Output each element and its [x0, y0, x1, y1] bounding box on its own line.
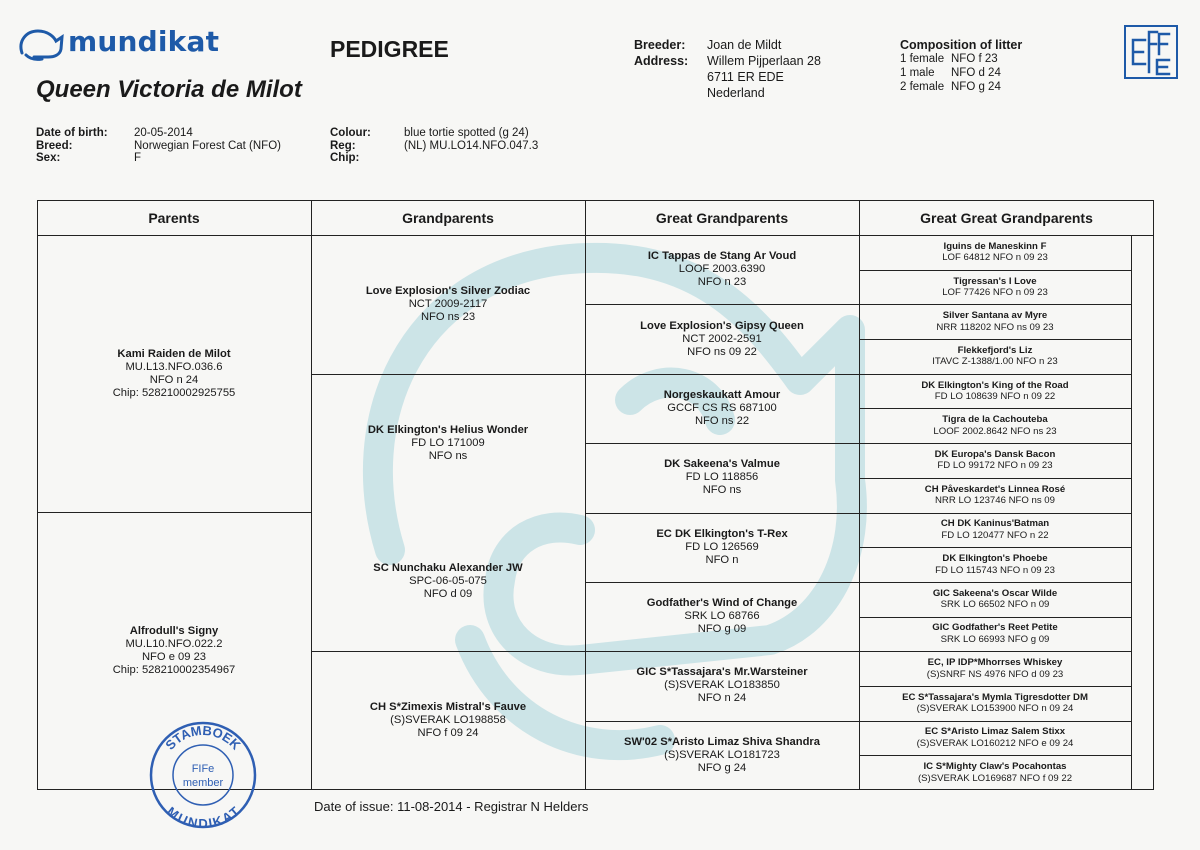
great-grandparent-info: (S)SVERAK LO181723 — [664, 748, 780, 761]
stamboek-stamp-icon — [148, 720, 258, 830]
great-grandparent-cell — [585, 651, 859, 720]
issue-date: Date of issue: 11-08-2014 - Registrar N Helders — [314, 799, 589, 814]
grandparent-name: SC Nunchaku Alexander JW — [373, 562, 523, 574]
great-great-grandparent-cell — [859, 617, 1131, 652]
parent-info: MU.L10.NFO.022.2 — [125, 638, 223, 650]
address-line: Willem Pijperlaan 28 — [707, 54, 821, 68]
great-great-grandparent-info: (S)SVERAK LO160212 NFO e 09 24 — [916, 737, 1074, 749]
grandparent-name: CH S*Zimexis Mistral's Fauve — [369, 701, 527, 713]
stamp-top-text: STAMBOEK — [162, 722, 244, 753]
great-grandparent-name: SW'02 S*Aristo Limaz Shiva Shandra — [623, 735, 820, 748]
great-great-grandparent-info: FD LO 108639 NFO n 09 22 — [934, 391, 1056, 403]
great-grandparent-info: NFO ns — [702, 484, 742, 497]
parent-info: Chip: 528210002925755 — [112, 386, 236, 399]
svg-text:MUNDIKAT — [164, 804, 242, 830]
great-great-grandparent-info: ITAVC Z-1388/1.00 NFO n 23 — [932, 356, 1058, 368]
great-grandparent-info: SRK LO 68766 — [684, 610, 760, 623]
cat-name: Queen Victoria de Milot — [36, 76, 302, 103]
address-line: Nederland — [707, 86, 765, 100]
great-great-grandparent-name: DK Elkington's King of the Road — [921, 379, 1069, 391]
great-grandparent-info: NFO g 09 — [697, 623, 747, 636]
great-grandparent-info: GCCF CS RS 687100 — [667, 401, 777, 414]
dob-value: 20-05-2014 — [134, 127, 193, 139]
great-great-grandparent-cell — [859, 235, 1131, 270]
parent-info: Chip: 528210002354967 — [112, 664, 236, 676]
stamp-bottom-text: MUNDIKAT — [163, 803, 243, 830]
great-great-grandparent-name: Flekkefjord's Liz — [957, 344, 1033, 356]
grandparent-info: NFO ns 23 — [420, 311, 476, 323]
address-label: Address: — [634, 54, 689, 68]
mundikat-logo — [14, 25, 224, 65]
great-great-grandparent-info: FD LO 99172 NFO n 09 23 — [937, 460, 1053, 472]
litter-row — [900, 80, 1022, 94]
great-great-grandparent-cell — [859, 755, 1131, 790]
great-grandparent-name: IC Tappas de Stang Ar Voud — [647, 250, 797, 263]
colour-value: blue tortie spotted (g 24) — [404, 127, 529, 139]
litter-count: 2 female — [900, 81, 945, 93]
great-great-grandparent-cell — [859, 339, 1131, 374]
svg-text:STAMBOEK — [162, 723, 244, 753]
header-great-grandparents: Great Grandparents — [655, 209, 789, 226]
brand-name: mundikat — [68, 25, 220, 58]
parent-name: Alfrodull's Signy — [129, 625, 219, 637]
great-grandparent-cell — [585, 235, 859, 304]
reg-value: (NL) MU.LO14.NFO.047.3 — [404, 139, 539, 152]
grandparent-name: Love Explosion's Silver Zodiac — [365, 285, 531, 297]
great-great-grandparent-name: EC S*Aristo Limaz Salem Stixx — [924, 726, 1066, 738]
breeder-label: Breeder: — [634, 38, 686, 52]
litter-count: 1 male — [900, 67, 935, 79]
great-great-grandparent-cell — [859, 408, 1131, 443]
great-great-grandparent-info: LOF 77426 NFO n 09 23 — [942, 287, 1048, 299]
parent-info: MU.L13.NFO.036.6 — [125, 360, 223, 373]
grandparent-cell — [311, 235, 585, 374]
great-grandparent-info: FD LO 126569 — [685, 540, 759, 553]
grandparent-info: NFO ns — [428, 449, 468, 462]
great-great-grandparent-name: EC S*Tassajara's Mymla Tigresdotter DM — [902, 691, 1088, 703]
great-grandparent-info: NFO g 24 — [697, 761, 747, 774]
great-great-grandparent-cell — [859, 374, 1131, 409]
litter-row — [900, 66, 1022, 80]
great-great-grandparent-cell — [859, 443, 1131, 478]
great-great-grandparent-name: CH DK Kaninus'Batman — [940, 518, 1050, 530]
great-grandparent-cell — [585, 721, 859, 790]
great-grandparent-name: EC DK Elkington's T-Rex — [656, 527, 788, 540]
great-grandparent-info: NFO n 23 — [697, 276, 747, 289]
great-great-grandparent-name: GIC Godfather's Reet Petite — [932, 622, 1058, 634]
litter-code: NFO g 24 — [951, 81, 1001, 93]
great-great-grandparent-name: DK Europa's Dansk Bacon — [934, 448, 1056, 460]
great-great-grandparent-info: NRR 118202 NFO ns 09 23 — [936, 321, 1054, 333]
great-grandparent-cell — [585, 443, 859, 512]
litter-title: Composition of litter — [900, 38, 1023, 52]
sex-value: F — [134, 152, 142, 164]
birth-details — [36, 127, 336, 165]
great-great-grandparent-cell — [859, 582, 1131, 617]
header-grandparents: Grandparents — [402, 209, 494, 226]
address-line: 6711 ER EDE — [707, 70, 784, 84]
great-great-grandparent-name: GIC Sakeena's Oscar Wilde — [932, 587, 1058, 599]
grandparent-info: NFO d 09 — [423, 588, 473, 600]
breed-label: Breed: — [36, 139, 73, 152]
great-grandparent-name: Love Explosion's Gipsy Queen — [640, 319, 804, 332]
great-great-grandparent-name: Silver Santana av Myre — [942, 310, 1048, 322]
great-great-grandparent-name: Tigra de la Cachouteba — [942, 414, 1048, 426]
document-title: PEDIGREE — [330, 36, 449, 62]
breeder-name: Joan de Mildt — [707, 38, 782, 52]
great-great-grandparent-cell — [859, 513, 1131, 548]
column-divider — [1131, 235, 1132, 790]
grandparent-info: NFO f 09 24 — [417, 727, 479, 739]
parent-name: Kami Raiden de Milot — [117, 347, 231, 360]
litter-composition — [900, 38, 1022, 94]
stamp-center-text: member — [182, 777, 224, 789]
great-great-grandparent-name: CH Påveskardet's Linnea Rosé — [924, 483, 1066, 495]
great-great-grandparent-info: (S)SNRF NS 4976 NFO d 09 23 — [926, 668, 1064, 680]
grandparent-info: FD LO 171009 — [411, 436, 485, 449]
litter-code: NFO f 23 — [951, 53, 998, 65]
great-great-grandparent-cell — [859, 651, 1131, 686]
great-grandparent-name: Godfather's Wind of Change — [646, 597, 798, 610]
header-great-great-grandparents: Great Great Grandparents — [920, 209, 1093, 226]
parent-sire — [37, 235, 311, 512]
grandparent-info: NCT 2009-2117 — [408, 298, 488, 310]
great-grandparent-name: GIC S*Tassajara's Mr.Warsteiner — [636, 666, 808, 679]
great-grandparent-info: NFO ns 22 — [694, 414, 750, 427]
great-grandparent-info: (S)SVERAK LO183850 — [664, 679, 780, 692]
litter-code: NFO d 24 — [951, 67, 1001, 79]
cat-logo-icon — [16, 27, 66, 63]
great-grandparent-cell — [585, 582, 859, 651]
reg-label: Reg: — [330, 139, 356, 152]
great-grandparent-info: NCT 2002-2591 — [682, 332, 762, 345]
great-great-grandparent-name: Tigressan's I Love — [953, 275, 1037, 287]
grandparent-cell — [311, 651, 585, 790]
grandparent-cell — [311, 512, 585, 651]
grandparent-info: (S)SVERAK LO198858 — [390, 714, 506, 726]
stamp-center-text: FIFe — [191, 763, 215, 775]
great-great-grandparent-info: FD LO 115743 NFO n 09 23 — [935, 564, 1055, 576]
great-great-grandparent-name: IC S*Mighty Claw's Pocahontas — [923, 761, 1067, 773]
great-grandparent-info: NFO n 24 — [697, 692, 747, 705]
grandparent-info: SPC-06-05-075 — [409, 575, 487, 587]
great-great-grandparent-cell — [859, 686, 1131, 721]
registration-details — [330, 127, 630, 165]
great-grandparent-info: NFO ns 09 22 — [687, 345, 757, 358]
great-grandparent-info: NFO n — [705, 553, 739, 566]
great-grandparent-cell — [585, 374, 859, 443]
breed-value: Norwegian Forest Cat (NFO) — [134, 139, 281, 152]
great-grandparent-info: LOOF 2003.6390 — [678, 263, 766, 276]
header-parents: Parents — [148, 209, 200, 226]
grandparent-cell — [311, 374, 585, 512]
great-great-grandparent-name: EC, IP IDP*Mhorrses Whiskey — [927, 657, 1063, 669]
colour-label: Colour: — [330, 127, 371, 139]
chip-label: Chip: — [330, 152, 360, 164]
great-great-grandparent-cell — [859, 304, 1131, 339]
great-great-grandparent-info: (S)SVERAK LO169687 NFO f 09 22 — [917, 772, 1073, 784]
great-great-grandparent-info: LOF 64812 NFO n 09 23 — [942, 252, 1048, 264]
great-great-grandparent-cell — [859, 721, 1131, 756]
great-great-grandparent-name: DK Elkington's Phoebe — [942, 553, 1048, 565]
great-great-grandparent-info: (S)SVERAK LO153900 NFO n 09 24 — [916, 703, 1074, 715]
great-great-grandparent-cell — [859, 478, 1131, 513]
great-great-grandparent-cell — [859, 547, 1131, 582]
great-grandparent-name: DK Sakeena's Valmue — [664, 458, 780, 471]
dob-label: Date of birth: — [36, 127, 108, 139]
great-great-grandparent-info: FD LO 120477 NFO n 22 — [941, 529, 1049, 541]
grandparent-name: DK Elkington's Helius Wonder — [367, 423, 529, 436]
fife-logo-icon — [1123, 24, 1179, 80]
parent-info: NFO e 09 23 — [141, 651, 207, 663]
great-great-grandparent-name: Iguins de Maneskinn F — [943, 240, 1047, 252]
great-great-grandparent-info: NRR LO 123746 NFO ns 09 — [935, 495, 1055, 507]
great-grandparent-cell — [585, 513, 859, 582]
sex-label: Sex: — [36, 152, 61, 164]
great-great-grandparent-info: SRK LO 66502 NFO n 09 — [940, 599, 1050, 611]
great-great-grandparent-info: SRK LO 66993 NFO g 09 — [940, 633, 1050, 645]
great-grandparent-cell — [585, 304, 859, 373]
litter-row — [900, 52, 1022, 66]
great-grandparent-name: Norgeskaukatt Amour — [663, 388, 781, 401]
great-grandparent-info: FD LO 118856 — [685, 471, 759, 484]
parent-info: NFO n 24 — [149, 373, 199, 386]
great-great-grandparent-cell — [859, 270, 1131, 305]
litter-count: 1 female — [900, 53, 945, 65]
great-great-grandparent-info: LOOF 2002.8642 NFO ns 23 — [933, 425, 1057, 437]
